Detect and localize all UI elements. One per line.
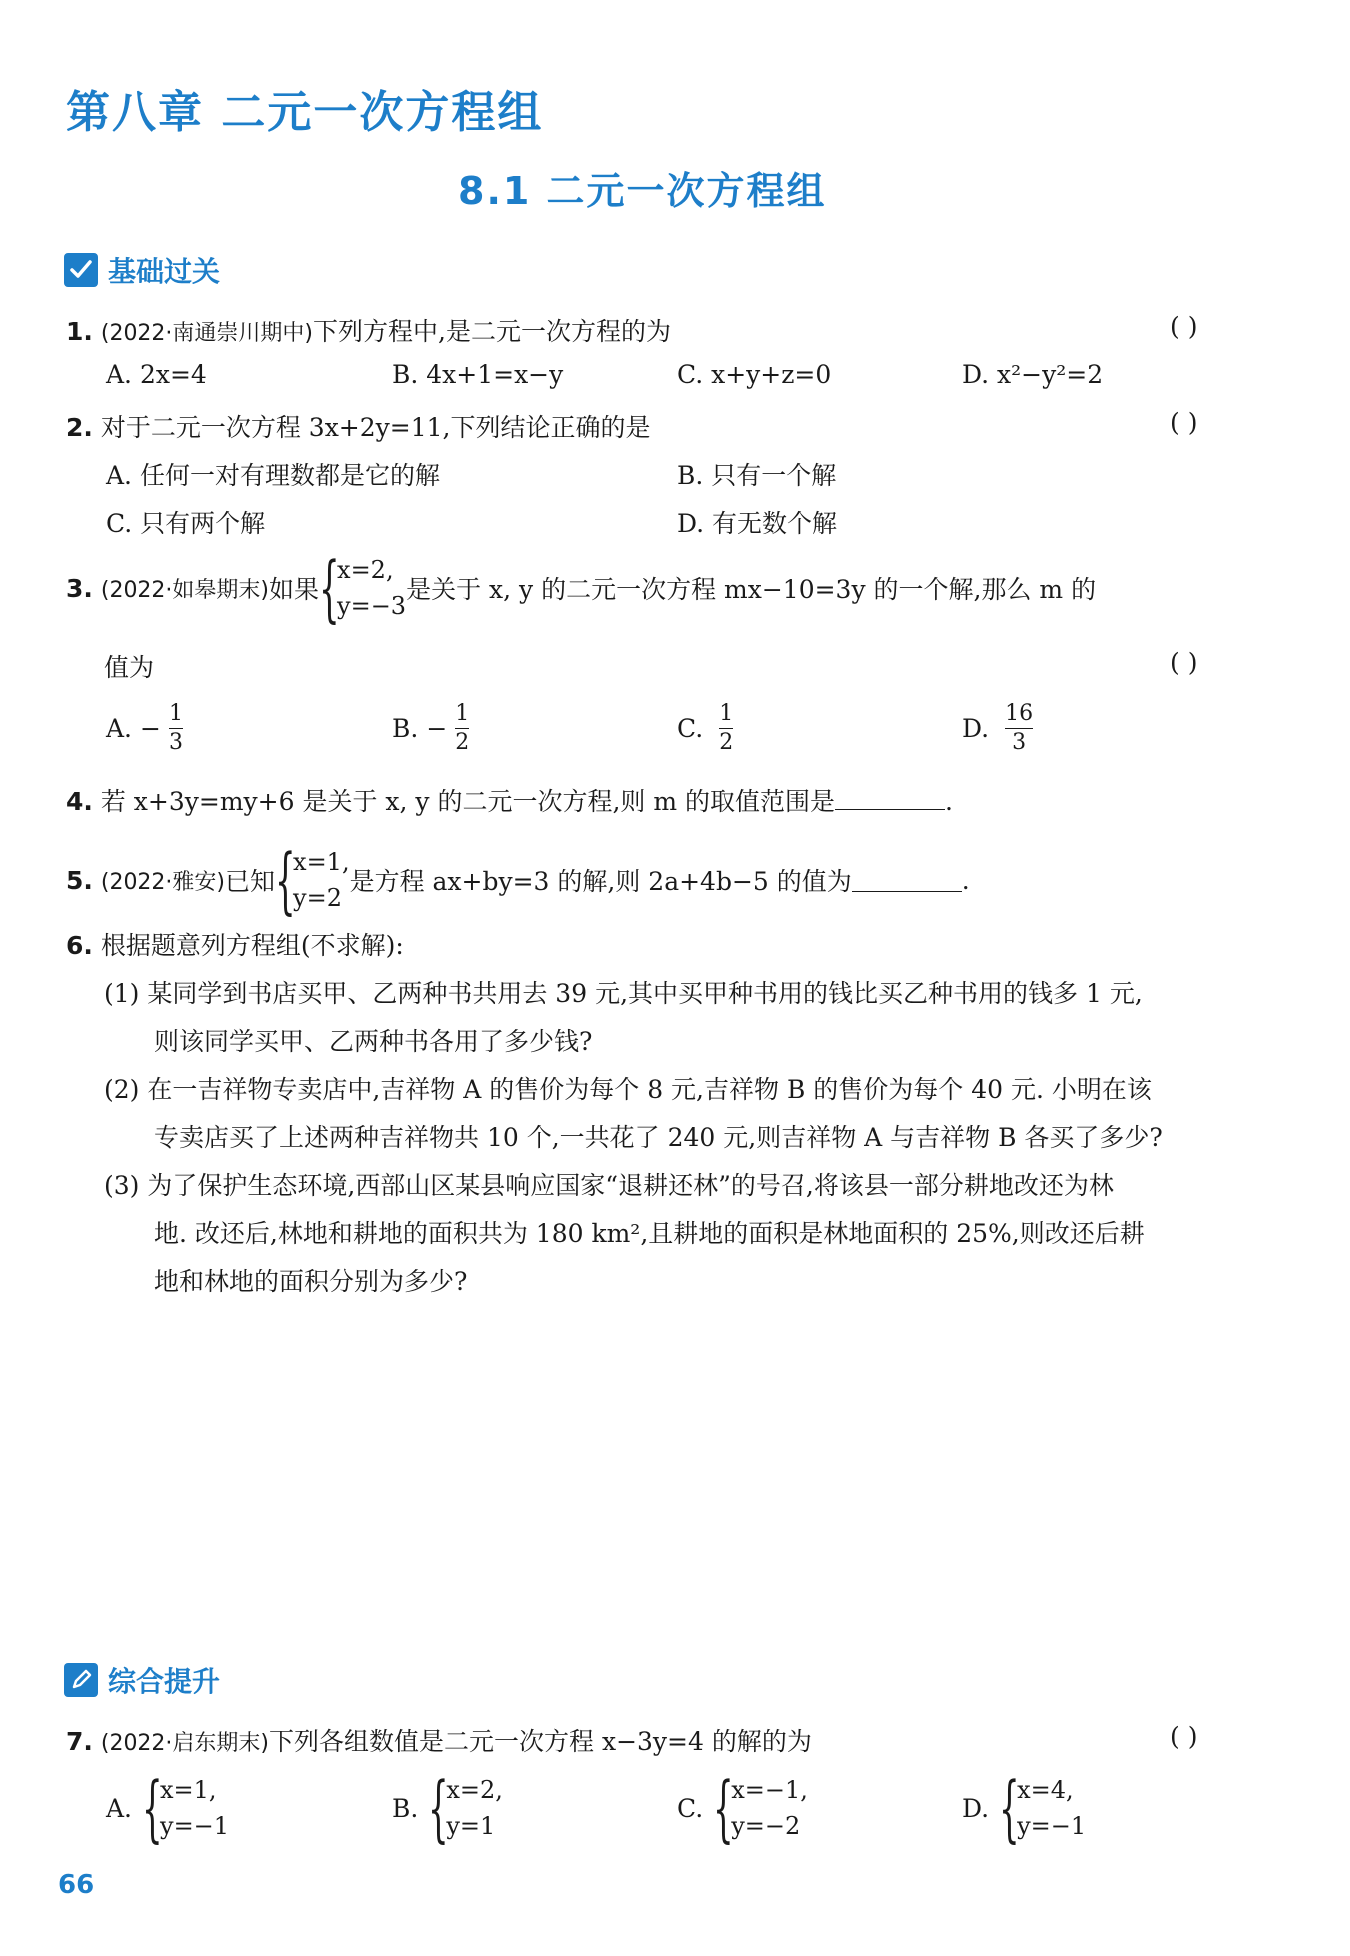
q2-option-c: C. 只有两个解 bbox=[106, 509, 266, 538]
q6-part-3-line2: 地. 改还后,林地和耕地的面积共为 180 km²,且耕地的面积是林地面积的 25%,则改还后耕 bbox=[154, 1219, 1145, 1248]
page-number: 66 bbox=[58, 1870, 95, 1900]
basic-section-title: 基础过关 bbox=[108, 255, 221, 288]
pencil-icon bbox=[64, 1663, 98, 1697]
advanced-section-title: 综合提升 bbox=[108, 1665, 221, 1698]
question-3-stem bbox=[66, 546, 1097, 630]
question-text: 如果 bbox=[269, 575, 320, 604]
q6-part-2-line1: (2) 在一吉祥物专卖店中,吉祥物 A 的售价为每个 8 元,吉祥物 B 的售价为每个 40 元. 小明在该 bbox=[104, 1075, 1152, 1104]
question-text: 已知 bbox=[225, 867, 276, 896]
q3-option-d: D. $\frac{16}{3}$ bbox=[962, 701, 1034, 755]
q6-part-3-line3: 地和林地的面积分别为多少? bbox=[154, 1267, 468, 1296]
question-4-stem: 4. 若 x+3y=my+6 是关于 x, y 的二元一次方程,则 m 的取值范围是 . bbox=[66, 787, 953, 816]
question-number: 1. bbox=[66, 317, 93, 346]
question-5-stem: 5. (2022·雅安) 已知 { x=1, y=2 是方程 ax+by=3 的解,则 2a+4b−5 的值为 . bbox=[66, 838, 970, 922]
question-source: (2022·启东期末) bbox=[100, 1731, 270, 1756]
q7-option-c: C. { x=−1, y=−2 bbox=[677, 1766, 808, 1850]
q7-option-d: D. { x=4, y=−1 bbox=[962, 1766, 1087, 1850]
q1-option-b: B. 4x+1=x−y bbox=[392, 360, 564, 389]
question-source: (2022·雅安) bbox=[100, 869, 226, 895]
answer-blank[interactable] bbox=[852, 869, 962, 892]
question-text: 根据题意列方程组(不求解): bbox=[100, 931, 404, 960]
question-text: 下列方程中,是二元一次方程的为 bbox=[313, 317, 671, 346]
q6-part-2-line2: 专卖店买了上述两种吉祥物共 10 个,一共花了 240 元,则吉祥物 A 与吉祥物 B 各买了多少? bbox=[154, 1123, 1163, 1152]
answer-paren: ( ) bbox=[1170, 1722, 1198, 1751]
q2-option-a: A. 任何一对有理数都是它的解 bbox=[106, 461, 440, 490]
equation-system: { x=2, y=−3 bbox=[319, 546, 407, 630]
q6-part-3-line1: (3) 为了保护生态环境,西部山区某县响应国家“退耕还林”的号召,将该县一部分耕地改还为林 bbox=[104, 1171, 1114, 1200]
basic-section-header bbox=[64, 250, 220, 290]
answer-paren: ( ) bbox=[1170, 312, 1198, 341]
q3-option-c: C. $\frac{1}{2}$ bbox=[677, 701, 734, 755]
answer-paren: ( ) bbox=[1170, 648, 1198, 677]
q1-option-d: D. x²−y²=2 bbox=[962, 360, 1104, 389]
q1-option-a: A. 2x=4 bbox=[106, 360, 207, 389]
q6-part-1-line2: 则该同学买甲、乙两种书各用了多少钱? bbox=[154, 1027, 593, 1056]
question-source: (2022·如皋期末) bbox=[100, 577, 270, 603]
answer-paren: ( ) bbox=[1170, 408, 1198, 437]
question-2-stem bbox=[66, 408, 651, 444]
question-3-line2: 值为 bbox=[104, 653, 155, 682]
advanced-section-header bbox=[64, 1660, 220, 1700]
question-text: 下列各组数值是二元一次方程 x−3y=4 的解的为 bbox=[269, 1727, 812, 1756]
checkbox-pencil-icon bbox=[64, 253, 98, 287]
question-text: 若 x+3y=my+6 是关于 x, y 的二元一次方程,则 m 的取值范围是 bbox=[100, 787, 836, 816]
q6-part-1-line1: (1) 某同学到书店买甲、乙两种书共用去 39 元,其中买甲种书用的钱比买乙种书用的钱多 1 元, bbox=[104, 979, 1143, 1008]
q1-option-c: C. x+y+z=0 bbox=[677, 360, 832, 389]
question-text: 是方程 ax+by=3 的解,则 2a+4b−5 的值为 bbox=[349, 867, 852, 896]
question-1-stem bbox=[66, 312, 671, 348]
question-source: (2022·南通崇川期中) bbox=[100, 321, 314, 346]
question-number: 4. bbox=[66, 787, 93, 816]
question-number: 5. bbox=[66, 865, 93, 895]
question-text: 是关于 x, y 的二元一次方程 mx−10=3y 的一个解,那么 m 的 bbox=[406, 575, 1097, 604]
q7-option-a: A. { x=1, y=−1 bbox=[106, 1766, 230, 1850]
question-6-stem bbox=[66, 926, 404, 962]
q2-option-b: B. 只有一个解 bbox=[677, 461, 837, 490]
question-number: 7. bbox=[66, 1727, 93, 1756]
q2-option-d: D. 有无数个解 bbox=[677, 509, 838, 538]
question-number: 6. bbox=[66, 931, 93, 960]
question-number: 2. bbox=[66, 413, 93, 442]
q3-option-a: A. − $\frac{1}{3}$ bbox=[106, 701, 183, 755]
answer-blank[interactable] bbox=[835, 787, 945, 810]
q3-option-b: B. − $\frac{1}{2}$ bbox=[392, 701, 470, 755]
question-text: 对于二元一次方程 3x+2y=11,下列结论正确的是 bbox=[100, 413, 651, 442]
section-title: 8.1 二元一次方程组 bbox=[458, 169, 827, 213]
chapter-title: 第八章 二元一次方程组 bbox=[66, 87, 544, 138]
question-7-stem bbox=[66, 1722, 812, 1758]
equation-system: { x=1, y=2 bbox=[275, 838, 350, 922]
q7-option-b: B. { x=2, y=1 bbox=[392, 1766, 503, 1850]
question-number: 3. bbox=[66, 573, 93, 603]
